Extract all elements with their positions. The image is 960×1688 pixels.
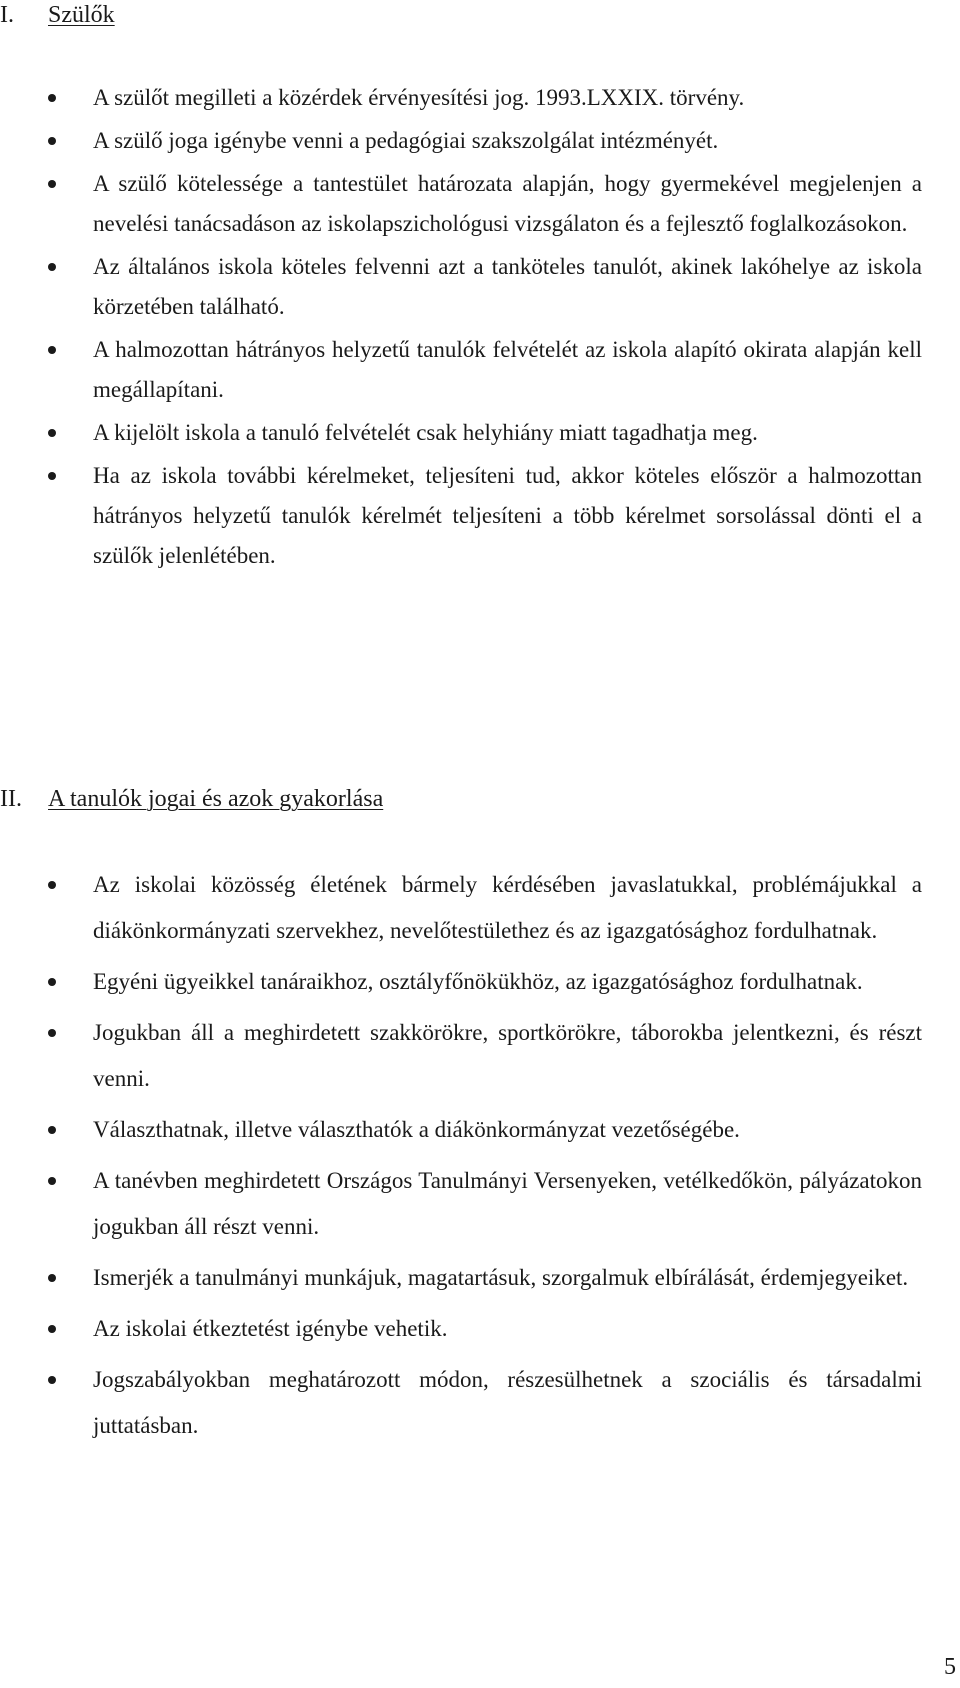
list-item-text: Jogszabályokban meghatározott módon, részesülhetnek a szociális és társadalmi juttatásban. [93,1367,922,1438]
list-item-text: Egyéni ügyeikkel tanáraikhoz, osztályfőnökükhöz, az igazgatósághoz fordulhatnak. [93,969,863,994]
list-item [0,121,922,161]
section-2-title: A tanulók jogai és azok gyakorlása [48,786,384,812]
section-2-list [0,862,922,1454]
bullet-icon [48,978,56,986]
bullet-icon [48,1029,56,1037]
list-item-text: Az iskolai közösség életének bármely kérdésében javaslatukkal, problémájukkal a diákönkormányzati szervekhez, nevelőtestülethez és az igazgatósághoz fordulhatnak. [93,872,922,943]
list-item-text: Az általános iskola köteles felvenni azt a tanköteles tanulót, akinek lakóhelye az iskola körzetében található. [93,254,922,319]
list-item-text: A szülő kötelessége a tantestület határozata alapján, hogy gyermekével megjelenjen a nevelési tanácsadáson az iskolapszichológusi vizsgálaton és a fejlesztő foglalkozásokon. [93,171,922,236]
section-1-title: Szülők [48,2,115,28]
list-item-text: A tanévben meghirdetett Országos Tanulmányi Versenyeken, vetélkedőkön, pályázatokon jogukban áll részt venni. [93,1168,922,1239]
bullet-icon [48,1376,56,1384]
list-item [0,413,922,453]
list-item-text: A halmozottan hátrányos helyzetű tanulók felvételét az iskola alapító okirata alapján kell megállapítani. [93,337,922,402]
section-1-list [0,78,922,579]
section-1-heading [0,0,115,30]
list-item [0,1255,922,1301]
list-item [0,164,922,244]
list-item-text: Választhatnak, illetve választhatók a diákönkormányzat vezetőségébe. [93,1117,740,1142]
list-item [0,959,922,1005]
list-item [0,1107,922,1153]
bullet-icon [48,94,56,102]
section-2-number: II. [0,786,22,812]
list-item [0,78,922,118]
list-item-text: Ha az iskola további kérelmeket, teljesíteni tud, akkor köteles először a halmozottan hátrányos helyzetű tanulók kérelmét teljesíteni a több kérelmet sorsolással dönti el a szülők jelenlétében. [93,463,922,568]
list-item-text: Ismerjék a tanulmányi munkájuk, magatartásuk, szorgalmuk elbírálását, érdemjegyeiket. [93,1265,909,1290]
list-item-text: A kijelölt iskola a tanuló felvételét csak helyhiány miatt tagadhatja meg. [93,420,758,445]
list-item [0,330,922,410]
list-item [0,1357,922,1449]
list-item-text: Jogukban áll a meghirdetett szakkörökre, sportkörökre, táborokba jelentkezni, és részt venni. [93,1020,922,1091]
list-item [0,1010,922,1102]
bullet-icon [48,472,56,480]
section-1-number: I. [0,2,14,28]
list-item [0,1306,922,1352]
bullet-icon [48,263,56,271]
bullet-icon [48,1325,56,1333]
list-item-text: A szülőt megilleti a közérdek érvényesítési jog. 1993.LXXIX. törvény. [93,85,745,110]
bullet-icon [48,346,56,354]
list-item-text: A szülő joga igénybe venni a pedagógiai szakszolgálat intézményét. [93,128,719,153]
list-item [0,247,922,327]
bullet-icon [48,137,56,145]
page-number: 5 [944,1654,956,1680]
list-item [0,1158,922,1250]
bullet-icon [48,429,56,437]
list-item-text: Az iskolai étkeztetést igénybe vehetik. [93,1316,448,1341]
bullet-icon [48,1126,56,1134]
bullet-icon [48,881,56,889]
list-item [0,862,922,954]
bullet-icon [48,180,56,188]
bullet-icon [48,1274,56,1282]
section-2-heading [0,784,383,814]
list-item [0,456,922,576]
bullet-icon [48,1177,56,1185]
